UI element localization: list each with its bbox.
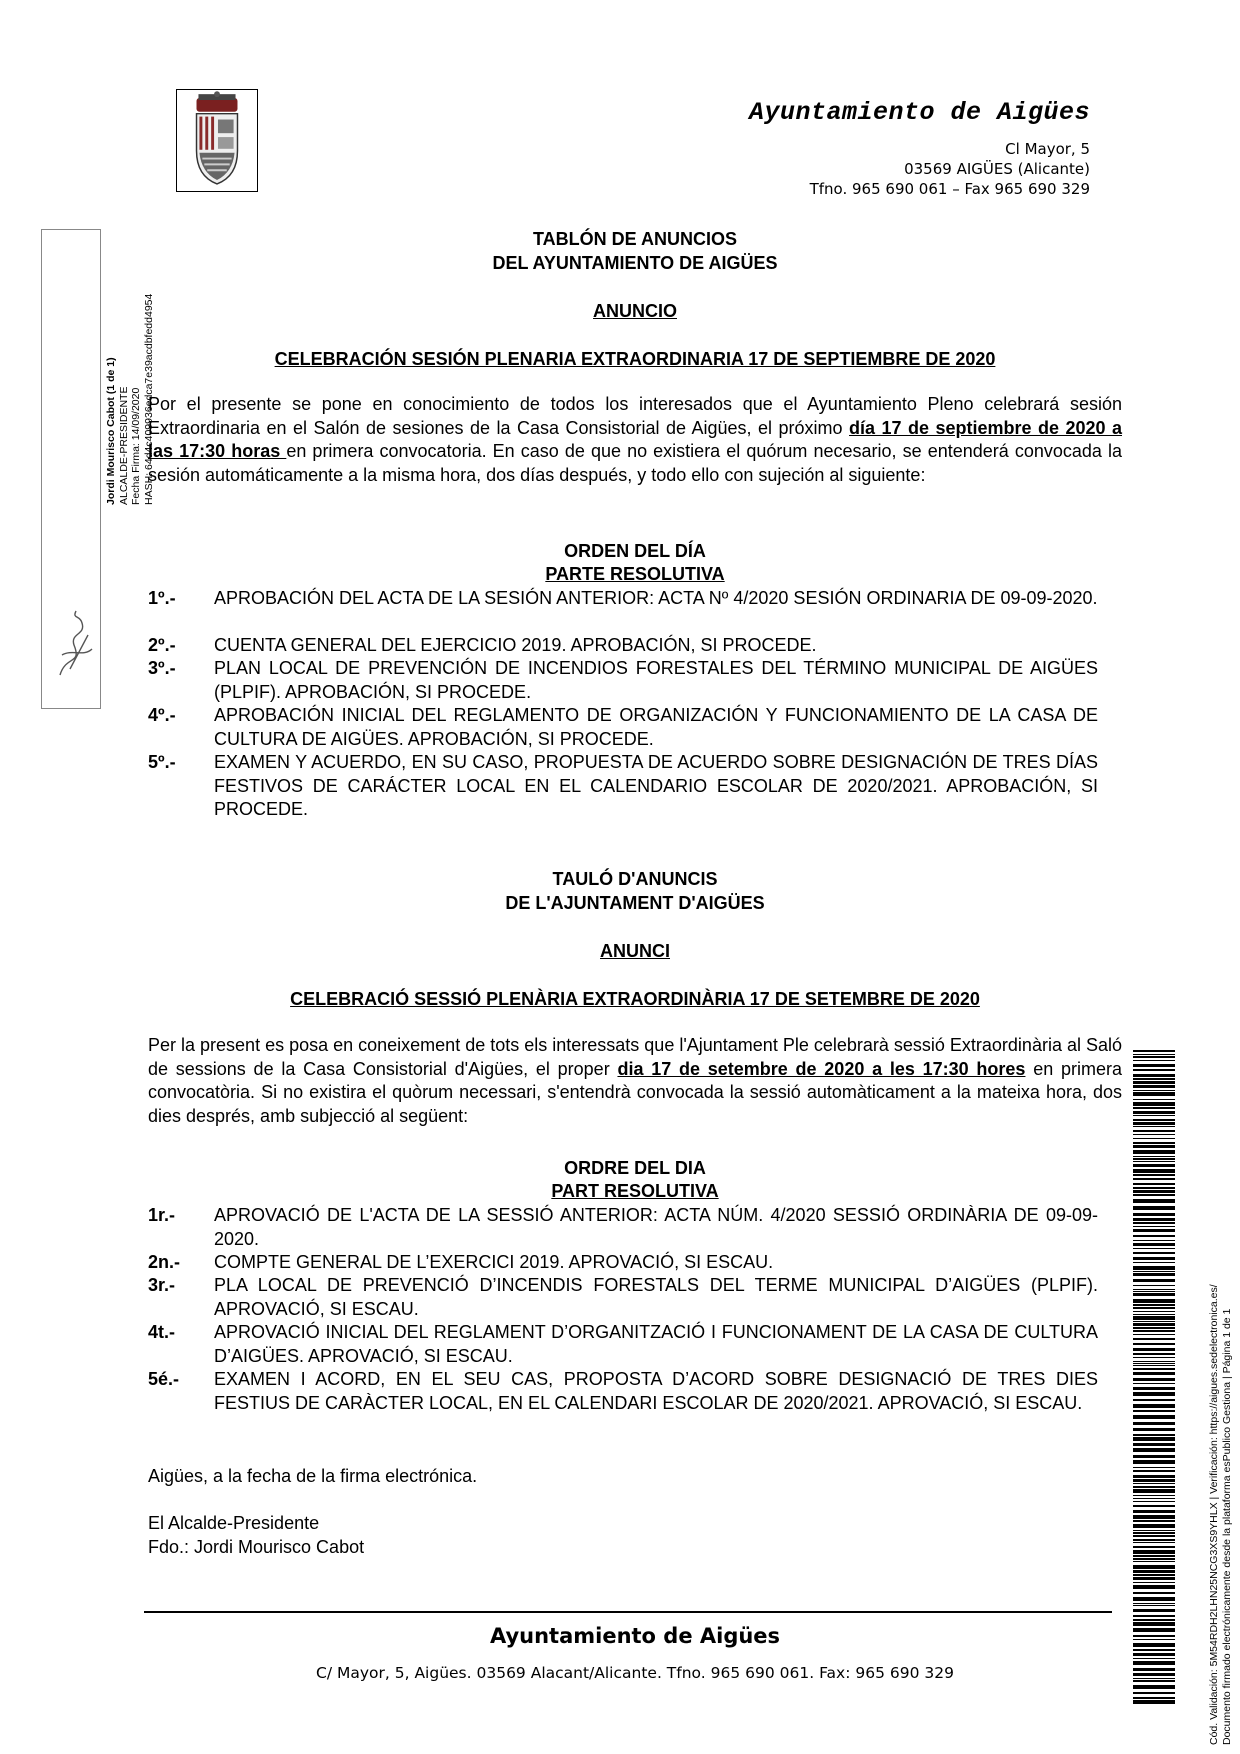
va-board-title-line1: TAULÓ D'ANUNCIS [552, 869, 718, 889]
va-body-paragraph [148, 1034, 1122, 1128]
es-agenda-number: 2º.- [148, 635, 176, 655]
va-body-rest: en primera convocatòria. Si no existira el quòrum necessari, s'entendrà convocada la sessió automàticament a la mateixa hora, dos dies després, amb subjecció al següent: [148, 1058, 1122, 1126]
es-agenda-number: 4º.- [148, 705, 176, 725]
va-agenda-text: APROVACIÓ DE L'ACTA DE LA SESSIÓ ANTERIOR: ACTA NÚM. 4/2020 SESSIÓ ORDINÀRIA DE 09-09-2020. [214, 1205, 1098, 1249]
es-body-datetime: día 17 de septiembre de 2020 a las 17:30 horas [148, 417, 1122, 461]
va-agenda-text: COMPTE GENERAL DE L’EXERCICI 2019. APROVACIÓ, SI ESCAU. [214, 1252, 774, 1272]
closing-signer-role: El Alcalde-Presidente [148, 1513, 320, 1533]
validation-platform: Documento firmado electrónicamente desde la plataforma esPublico Gestiona | Página 1 de 1 [1221, 1308, 1233, 1745]
va-agenda-text: PLA LOCAL DE PREVENCIÓ D’INCENDIS FORESTALS DEL TERME MUNICIPAL D’AIGÜES (PLPIF). APROVACIÓ, SI ESCAU. [214, 1275, 1098, 1319]
validation-barcode-icon [1133, 1050, 1175, 1710]
es-body-rest: en primera convocatoria. En caso de que no existiera el quórum necesario, se entenderá convocada la sesión automáticamente a la misma hora, dos días después, y todo ello con sujeción al siguiente: [148, 441, 1122, 485]
va-body-intro: Per la present es posa en coneixement de tots els interessats que l'Ajuntament Ple celebrarà sessió Extraordinària al Saló de sessions de la Casa Consistorial d'Aigües, el proper [148, 1035, 1122, 1079]
va-board-title-line2: DE L'AJUNTAMENT D'AIGÜES [505, 893, 765, 913]
es-subject-heading: CELEBRACIÓN SESIÓN PLENARIA EXTRAORDINARIA 17 DE SEPTIEMBRE DE 2020 [274, 349, 996, 369]
signature-date: Fecha Firma: 14/09/2020 [130, 387, 142, 505]
closing-signer-name: Fdo.: Jordi Mourisco Cabot [148, 1537, 365, 1557]
es-agenda-text: APROBACIÓN INICIAL DEL REGLAMENTO DE ORGANIZACIÓN Y FUNCIONAMIENTO DE LA CASA DE CULTURA DE AIGÜES. APROBACIÓN, SI PROCEDE. [214, 705, 1098, 749]
footer-divider [144, 1611, 1112, 1613]
address-city: 03569 AIGÜES (Alicante) [904, 160, 1090, 178]
signature-hash: HASH: 64d4c409936edca7e39acdbfedd4954 [142, 293, 155, 505]
va-agenda-number: 2n.- [148, 1252, 181, 1272]
signer-name: Jordi Mourisco Cabot (1 de 1) [105, 357, 117, 505]
va-agenda-title: ORDRE DEL DIA [564, 1158, 706, 1178]
es-agenda-text: PLAN LOCAL DE PREVENCIÓN DE INCENDIOS FORESTALES DEL TÉRMINO MUNICIPAL DE AIGÜES (PLPIF). APROBACIÓN, SI PROCEDE. [214, 658, 1098, 702]
municipal-crest-logo [176, 89, 258, 192]
es-agenda-text: APROBACIÓN DEL ACTA DE LA SESIÓN ANTERIOR: ACTA Nº 4/2020 SESIÓN ORDINARIA DE 09-09-2020. [214, 588, 1098, 608]
coat-of-arms-icon [177, 90, 257, 191]
address-street: Cl Mayor, 5 [1005, 140, 1090, 158]
validation-code: Cód. Validación: 5M54RDH2LHN25NCG3XS9YHLX | Verificación: https://aigues.sedelectronica.es/ [1208, 1284, 1220, 1745]
es-notice-heading: ANUNCIO [593, 301, 677, 321]
va-body-datetime: dia 17 de setembre de 2020 a les 17:30 hores [617, 1058, 1026, 1079]
va-subject-heading: CELEBRACIÓ SESSIÓ PLENÀRIA EXTRAORDINÀRIA 17 DE SETEMBRE DE 2020 [290, 989, 980, 1009]
validation-text [1208, 1284, 1234, 1745]
es-agenda-number: 3º.- [148, 658, 176, 678]
es-body-paragraph [148, 393, 1122, 487]
va-agenda-subtitle: PART RESOLUTIVA [551, 1181, 719, 1201]
footer-address: C/ Mayor, 5, Aigües. 03569 Alacant/Alicante. Tfno. 965 690 061. Fax: 965 690 329 [316, 1664, 954, 1682]
es-agenda-title: ORDEN DEL DÍA [564, 541, 706, 561]
es-agenda-subtitle: PARTE RESOLUTIVA [545, 564, 725, 584]
es-agenda-text: CUENTA GENERAL DEL EJERCICIO 2019. APROBACIÓN, SI PROCEDE. [214, 635, 817, 655]
handwritten-signature-icon [52, 605, 98, 685]
es-body-intro: Por el presente se pone en conocimiento de todos los interesados que el Ayuntamiento Pleno celebrará sesión Extraordinaria en el Salón de sesiones de la Casa Consistorial de Aigües, el próximo [148, 394, 1122, 438]
closing-place-date: Aigües, a la fecha de la firma electrónica. [148, 1466, 478, 1486]
es-agenda-number: 1º.- [148, 588, 176, 608]
va-agenda-text: EXAMEN I ACORD, EN EL SEU CAS, PROPOSTA D’ACORD SOBRE DESIGNACIÓ DE TRES DIES FESTIUS DE CARÀCTER LOCAL, EN EL CALENDARI ESCOLAR DE 2020/2021. APROVACIÓ, SI ESCAU. [214, 1369, 1098, 1413]
footer-title: Ayuntamiento de Aigües [489, 1624, 781, 1648]
va-agenda-number: 1r.- [148, 1205, 176, 1225]
va-notice-heading: ANUNCI [600, 941, 670, 961]
va-agenda-number: 5é.- [148, 1369, 180, 1389]
va-agenda-number: 4t.- [148, 1322, 175, 1342]
address-phone: Tfno. 965 690 061 – Fax 965 690 329 [809, 180, 1090, 198]
va-agenda-number: 3r.- [148, 1275, 176, 1295]
signer-role: ALCALDE-PRESIDENTE [117, 386, 130, 505]
es-agenda-number: 5º.- [148, 752, 176, 772]
es-board-title-line1: TABLÓN DE ANUNCIOS [533, 229, 737, 249]
es-board-title-line2: DEL AYUNTAMIENTO DE AIGÜES [492, 253, 778, 273]
org-title: Ayuntamiento de Aigües [748, 98, 1090, 127]
va-agenda-text: APROVACIÓ INICIAL DEL REGLAMENT D’ORGANITZACIÓ I FUNCIONAMENT DE LA CASA DE CULTURA D’AIGÜES. APROVACIÓ, SI ESCAU. [214, 1322, 1098, 1366]
es-agenda-text: EXAMEN Y ACUERDO, EN SU CASO, PROPUESTA DE ACUERDO SOBRE DESIGNACIÓN DE TRES DÍAS FESTIVOS DE CARÁCTER LOCAL EN EL CALENDARIO ESCOLAR DE 2020/2021. APROBACIÓN, SI PROCEDE. [214, 752, 1098, 819]
